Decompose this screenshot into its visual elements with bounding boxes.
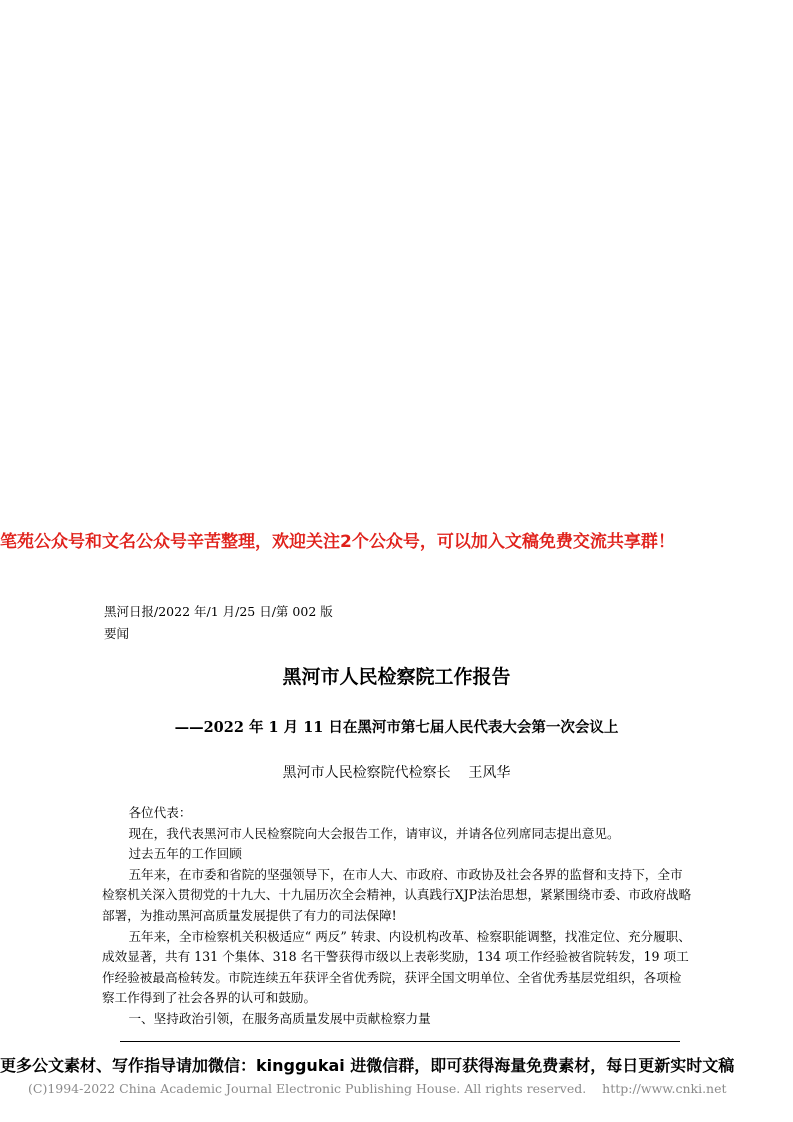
promo-banner-bottom: 更多公文素材、写作指导请加微信：kinggukai 进微信群，即可获得海量免费素材，每日更新实时文稿 xyxy=(0,1056,735,1075)
footer-divider xyxy=(120,1041,680,1042)
paragraph: 五年来，全市检察机关积极适应“ 两反” 转隶、内设机构改革、检察职能调整，找准定位、充分履职、成效显著，共有 131 个集体、318 名干警获得市级以上表彰奖励，134 项工作经验被省院转发，19 项工作经验被最高检转发。市院连续五年获评全省优秀院，获评全国文明单位、全省优秀基层党组织，各项检察工作得到了社会各界的认可和鼓励。 xyxy=(102,928,691,1006)
report-title: 黑河市人民检察院工作报告 xyxy=(282,666,511,688)
paragraph: 五年来，在市委和省院的坚强领导下，在市人大、市政府、市政协及社会各界的监督和支持下，全市检察机关深入贯彻党的十九大、十九届历次全会精神，认真践行XJP法治思想，紧紧围绕市委、市政府战略部署，为推动黑河高质量发展提供了有力的司法保障! xyxy=(102,866,692,923)
newspaper-source: 黑河日报/2022 年/1 月/25 日/第 002 版 xyxy=(104,604,333,619)
promo-banner-top: 笔苑公众号和文名公众号辛苦整理，欢迎关注2个公众号，可以加入文稿免费交流共享群！ xyxy=(0,532,675,552)
report-author: 黑河市人民检察院代检察长 王风华 xyxy=(282,765,511,781)
paragraph: 现在，我代表黑河市人民检察院向大会报告工作，请审议，并请各位列席同志提出意见。 xyxy=(128,825,620,841)
report-body xyxy=(102,803,692,1030)
section-heading: 一、坚持政治引领，在服务高质量发展中贡献检察力量 xyxy=(128,1010,431,1026)
newspaper-section: 要闻 xyxy=(104,626,130,641)
section-heading: 过去五年的工作回顾 xyxy=(128,846,242,862)
salutation: 各位代表： xyxy=(128,805,192,820)
report-subtitle: ——2022 年 1 月 11 日在黑河市第七届人民代表大会第一次会议上 xyxy=(174,719,619,736)
copyright-notice: (C)1994-2022 China Academic Journal Electronic Publishing House. All rights reserved. http://www.cnki.net xyxy=(28,1081,727,1096)
